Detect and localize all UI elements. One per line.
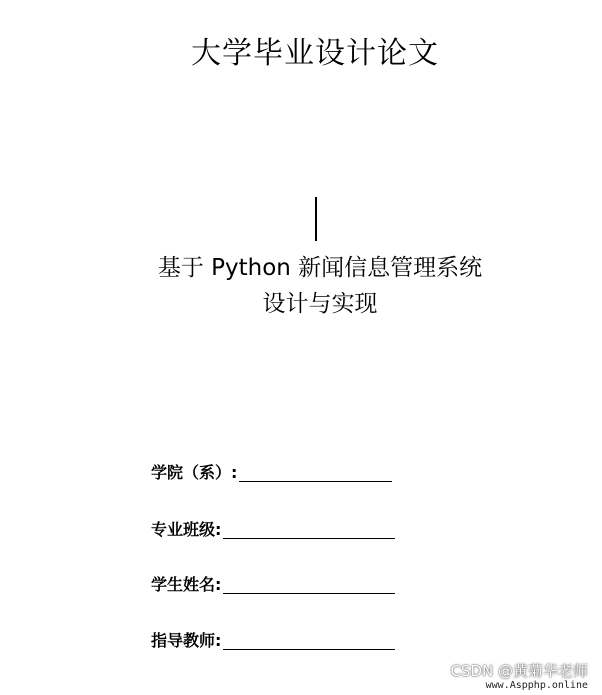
field-college (151, 456, 392, 484)
watermark-sub: www.Aspphp.online (450, 680, 588, 691)
watermark-text: CSDN @黄菊华老师 (450, 662, 588, 680)
field-student-name (151, 568, 395, 596)
field-student-name-label: 学生姓名: (151, 575, 222, 594)
main-title: 大学毕业设计论文 (191, 36, 439, 71)
thesis-title-line-2: 设计与实现 (262, 291, 378, 317)
field-class (151, 513, 395, 541)
field-advisor (151, 624, 395, 652)
field-class-blank[interactable] (223, 520, 395, 539)
field-college-blank[interactable] (239, 463, 392, 482)
watermark (450, 662, 588, 691)
field-advisor-label: 指导教师: (151, 631, 222, 650)
field-college-label: 学院（系）: (151, 463, 238, 482)
thesis-title-line-1: 基于 Python 新闻信息管理系统 (157, 255, 483, 281)
field-student-name-blank[interactable] (223, 575, 395, 594)
field-advisor-blank[interactable] (223, 631, 395, 650)
text-cursor (315, 197, 317, 241)
field-class-label: 专业班级: (151, 520, 222, 539)
